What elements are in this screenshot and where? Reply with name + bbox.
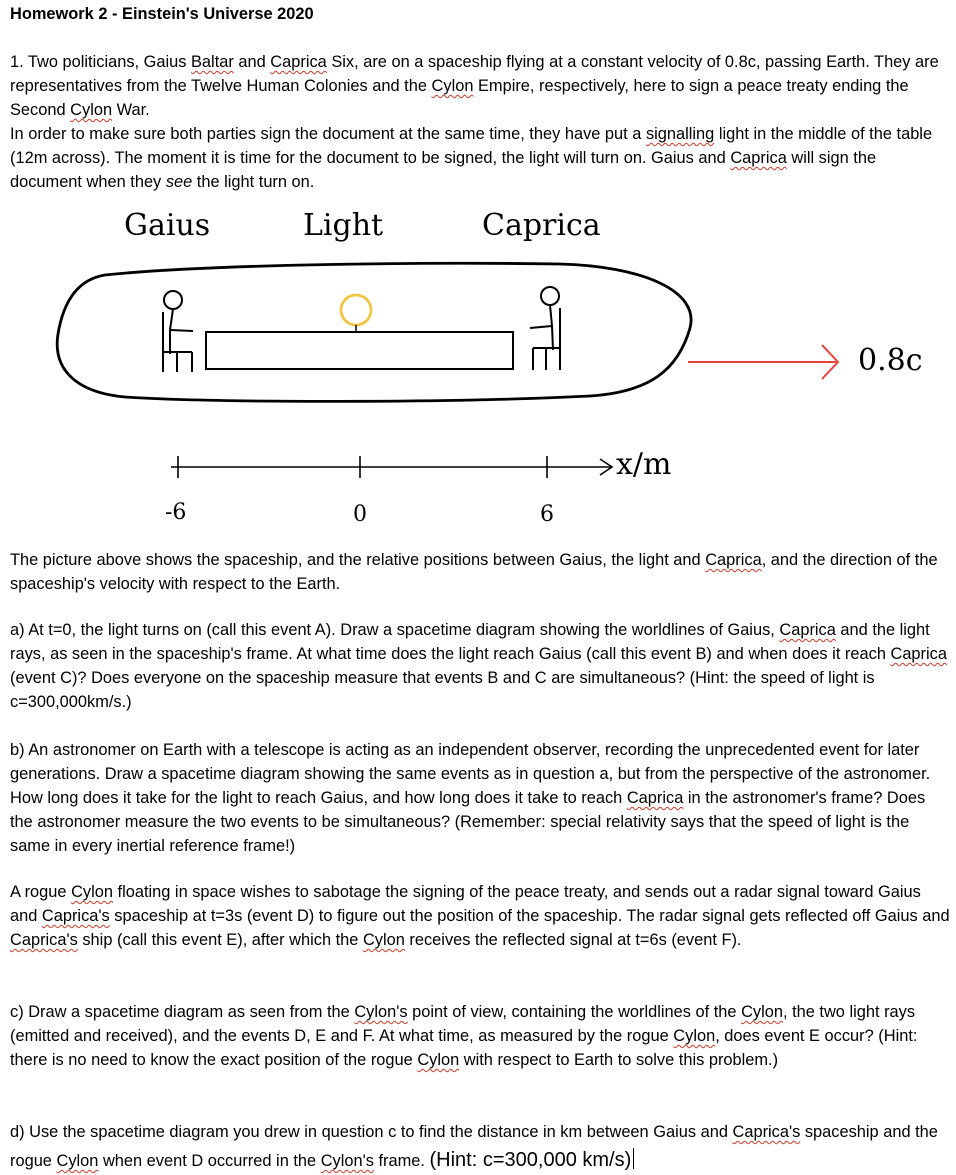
misspelled-word[interactable]: Caprica's (41, 907, 110, 925)
text: b) An astronomer on Earth with a telescope is acting as an independent observer, recording the unprecedented event for later generations. Draw a spacetime diagram showing the same events as in question a, but from the perspective of the astronomer. How long does it take for the light to reach Gaius, and how long does it take to reach (10, 741, 931, 807)
tick-label: 0 (353, 502, 367, 527)
text: receives the reflected signal at t=6s (event F). (404, 931, 742, 949)
text: , and the direction of the spaceship's velocity with respect to the Earth. (10, 551, 938, 593)
text: Empire, respectively, here to sign a peace treaty ending the Second (10, 77, 909, 119)
text: Six, are on a spaceship flying at a constant velocity of 0.8c, passing Earth. They are representatives from the Twelve Human Colonies and the (10, 53, 939, 95)
text: and the light rays, as seen in the spaceship's frame. At what time does the light reach Gaius (call this event B) and when does it reach (10, 621, 930, 663)
label-caprica: Caprica (482, 208, 601, 243)
text: , the two light rays (emitted and received), and the events D, E and F. At what time, as measured by the rogue (10, 1003, 916, 1045)
misspelled-word[interactable]: Caprica (705, 551, 762, 569)
tick-label: -6 (165, 500, 187, 525)
misspelled-word[interactable]: Caprica's (10, 931, 78, 949)
hint-text: (Hint: c=300,000 km/s) (429, 1149, 632, 1171)
text: , does event E occur? (Hint: there is no need to know the exact position of the rogue (10, 1027, 918, 1069)
misspelled-word[interactable]: Cylon (71, 883, 113, 901)
misspelled-word[interactable]: Cylon (56, 1152, 99, 1170)
text: ship (call this event E), after which the (77, 931, 363, 949)
text: frame. (373, 1152, 430, 1170)
misspelled-word[interactable]: Baltar (191, 53, 234, 71)
spaceship-figure (0, 0, 956, 540)
text-cursor[interactable] (633, 1148, 634, 1169)
question-a (10, 618, 950, 714)
axis-label: x/m (616, 447, 672, 482)
misspelled-word[interactable]: Cylon (431, 77, 474, 95)
text: d) Use the spacetime diagram you drew in question c to find the distance in km between Gaius and (10, 1123, 733, 1141)
emphasis-see: see (165, 173, 193, 191)
question-c (10, 1000, 950, 1072)
text: and (233, 53, 271, 71)
document-title: Homework 2 - Einstein's Universe 2020 (10, 5, 314, 23)
text: In order to make sure both parties sign the document at the same time, they have put a (10, 125, 646, 143)
velocity-label: 0.8c (858, 343, 923, 378)
x-axis (171, 456, 612, 478)
text: with respect to Earth to solve this problem.) (459, 1051, 779, 1069)
misspelled-word[interactable]: signalling (645, 125, 715, 143)
misspelled-word[interactable]: Caprica (626, 789, 684, 807)
gaius-figure (163, 291, 193, 372)
misspelled-word[interactable]: Cylon (673, 1027, 716, 1045)
text: when event D occurred in the (98, 1152, 321, 1170)
misspelled-word[interactable]: Caprica (270, 53, 327, 71)
misspelled-word[interactable]: Cylon's (320, 1152, 374, 1170)
misspelled-word[interactable]: Cylon's (354, 1003, 408, 1021)
text: floating in space wishes to sabotage the signing of the peace treaty, and sends out a radar signal toward Gaius and (10, 883, 921, 925)
text: point of view, containing the worldlines of the (407, 1003, 742, 1021)
text: spaceship and the rogue (10, 1123, 938, 1170)
misspelled-word[interactable]: Cylon (70, 101, 113, 119)
misspelled-word[interactable]: Cylon (362, 931, 405, 949)
text: the light turn on. (192, 173, 315, 191)
tick-label: 6 (540, 502, 554, 527)
text: 1. Two politicians, Gaius (10, 53, 191, 71)
label-light: Light (303, 208, 384, 243)
label-gaius: Gaius (124, 208, 211, 243)
text: a) At t=0, the light turns on (call this event A). Draw a spacetime diagram showing the worldlines of Gaius, (10, 621, 780, 639)
misspelled-word[interactable]: Caprica (730, 149, 787, 167)
misspelled-word[interactable]: Caprica (779, 621, 836, 639)
paragraph-rogue-cylon (10, 880, 950, 952)
misspelled-word[interactable]: Cylon (741, 1003, 783, 1021)
text: The picture above shows the spaceship, and the relative positions between Gaius, the light and (10, 551, 706, 569)
paragraph-picture-desc (10, 548, 950, 596)
text: A rogue (10, 883, 72, 901)
velocity-arrow (688, 345, 838, 379)
caprica-figure (530, 287, 560, 370)
signal-light (341, 295, 371, 325)
text: will sign the document when they (10, 149, 877, 191)
text: War. (112, 101, 150, 119)
table (206, 332, 513, 369)
question-b (10, 738, 950, 858)
text: in the astronomer's frame? Does the astronomer measure the two events to be simultaneous? (Remember: special relativity says that the speed of light is the same in every inertial reference frame!) (10, 789, 926, 855)
misspelled-word[interactable]: Cylon (417, 1051, 460, 1069)
text: c) Draw a spacetime diagram as seen from the (10, 1003, 355, 1021)
misspelled-word[interactable]: Caprica (890, 645, 947, 663)
text: light in the middle of the table (12m across). The moment it is time for the document to be signed, the light will turn on. Gaius and (10, 125, 933, 167)
text: (event C)? Does everyone on the spaceship measure that events B and C are simultaneous? (Hint: the speed of light is c=300,000km/s.) (10, 669, 875, 711)
text: spaceship at t=3s (event D) to figure out the position of the spaceship. The radar signal gets reflected off Gaius and (109, 907, 950, 925)
question-d (10, 1118, 950, 1175)
misspelled-word[interactable]: Caprica's (732, 1123, 801, 1141)
